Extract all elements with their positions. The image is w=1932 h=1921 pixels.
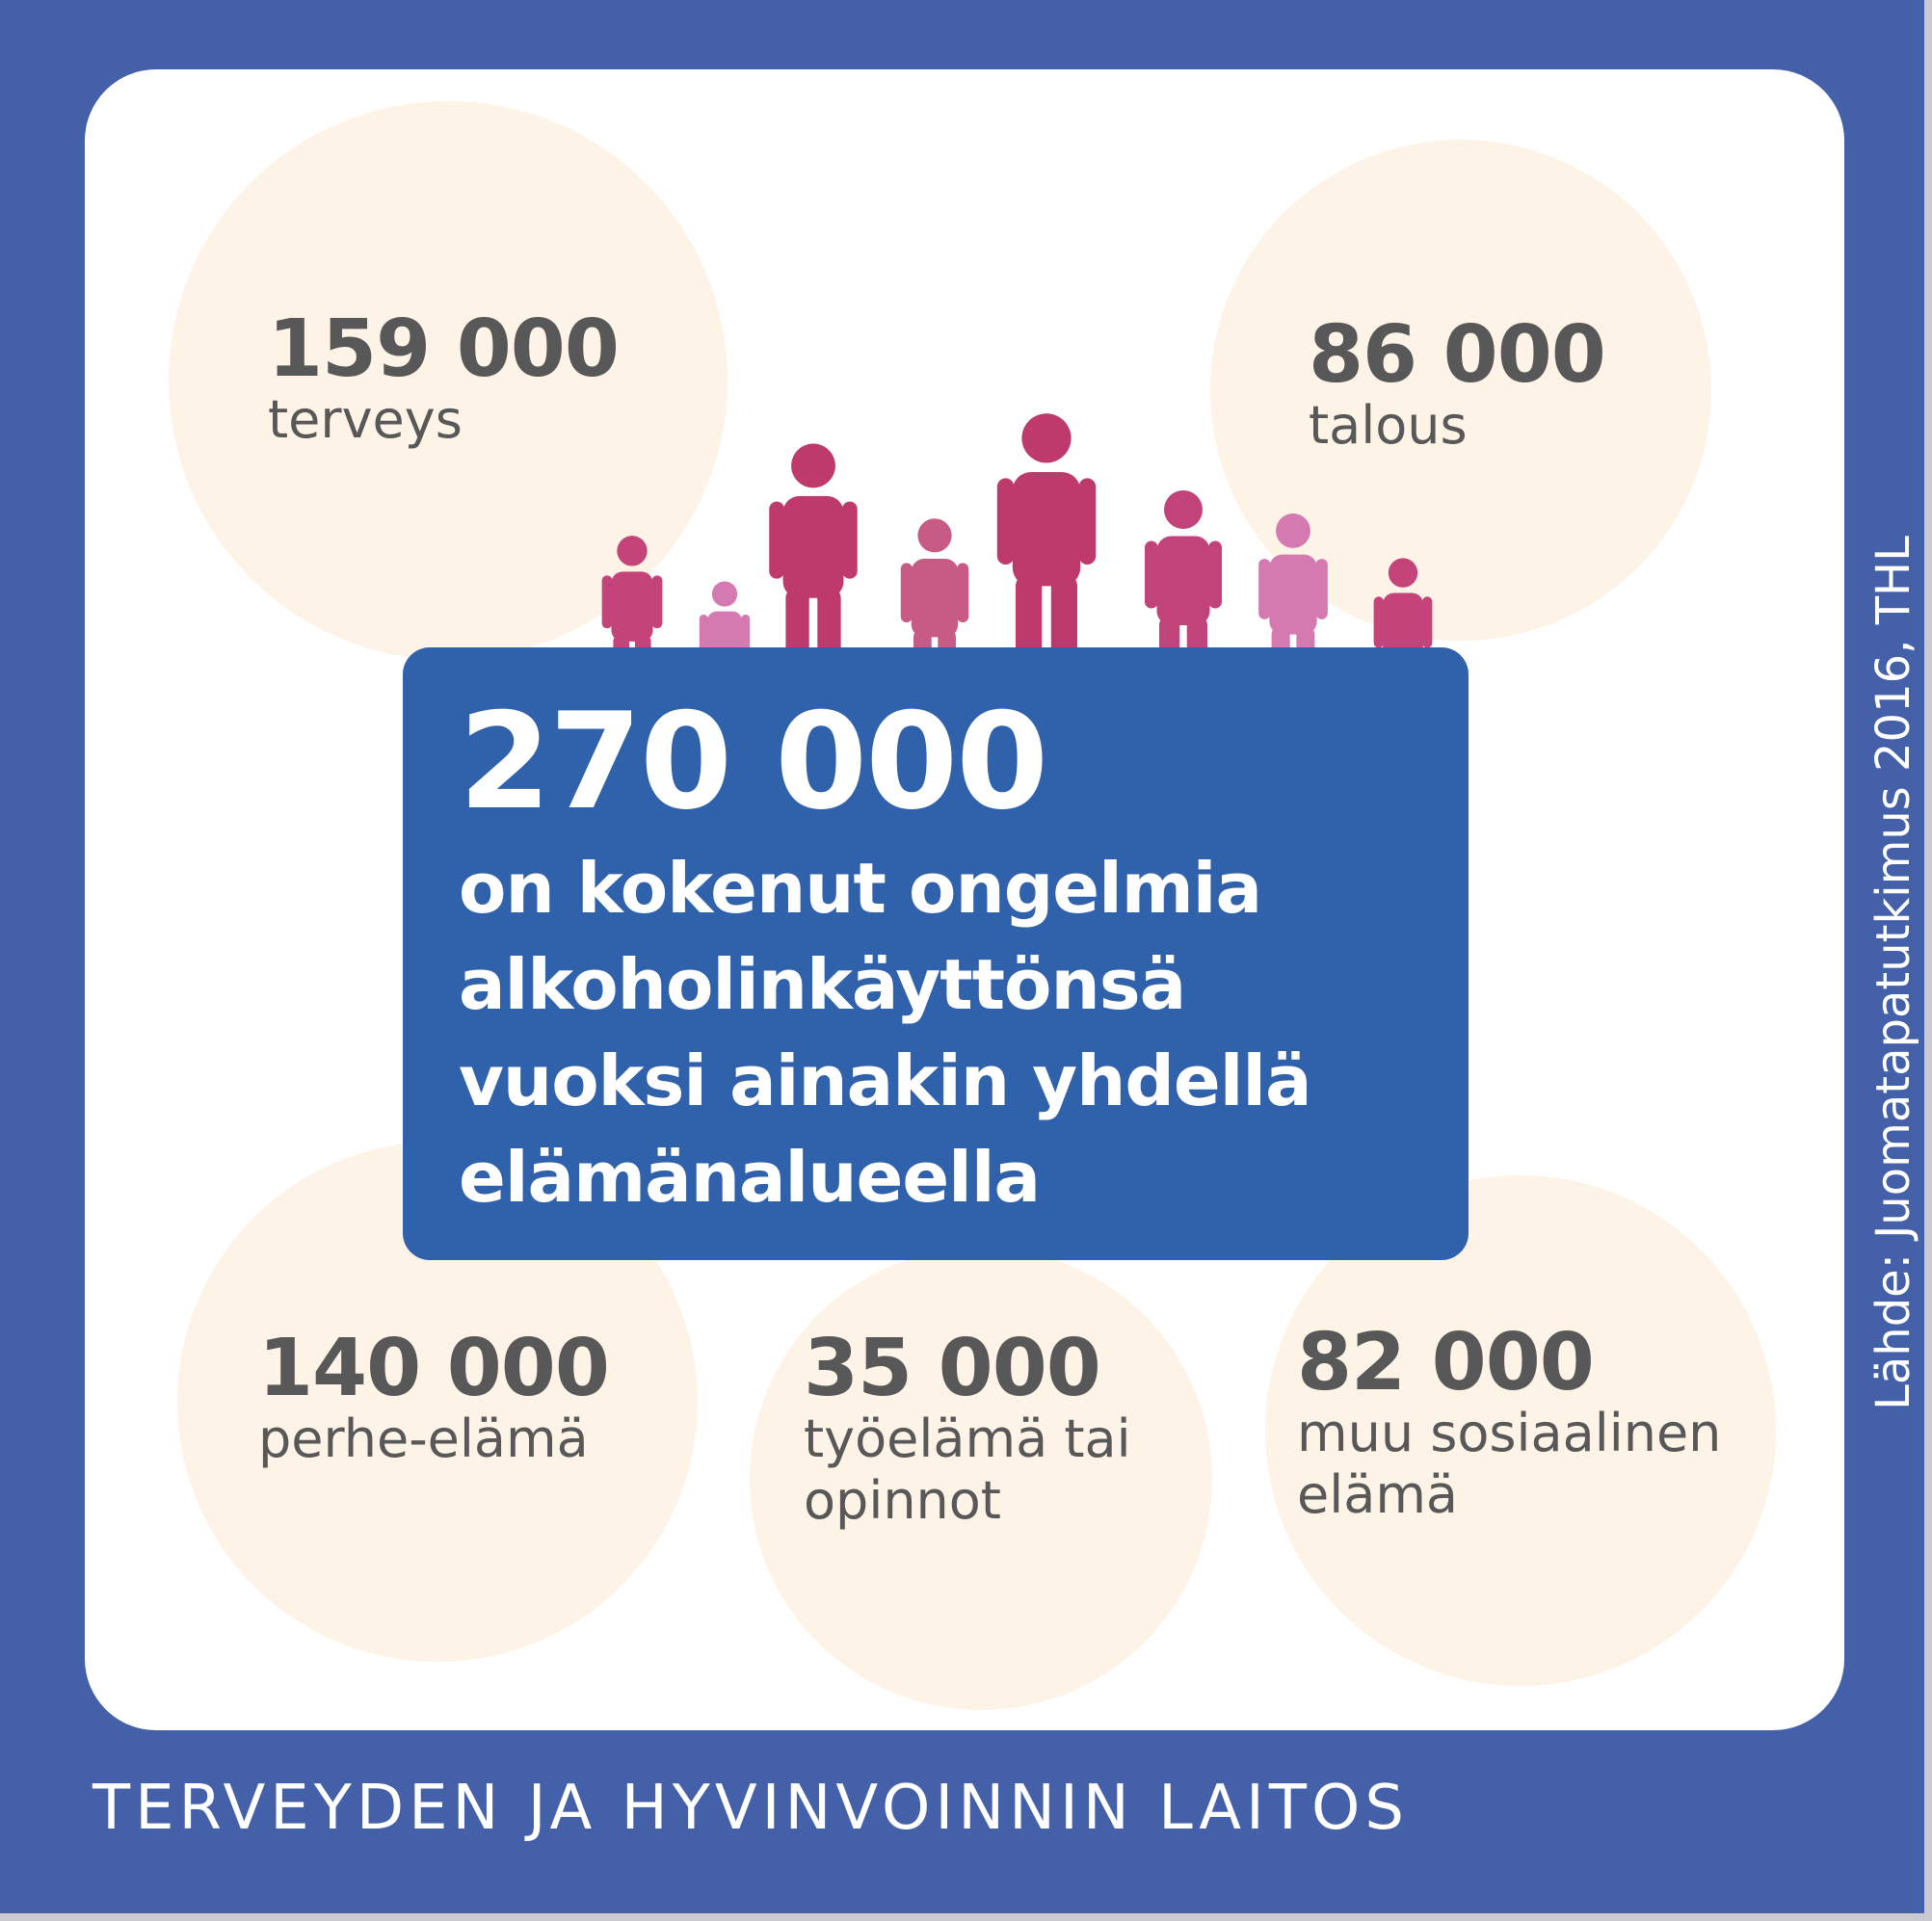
stat-label: työelämä tai opinnot bbox=[804, 1408, 1131, 1531]
stat-label: terveys bbox=[268, 389, 463, 450]
stat-perhe bbox=[258, 1323, 609, 1470]
headline-text: on kokenut ongelmia alkoholinkäyttönsä vuoksi ainakin yhdellä elämänalueella bbox=[459, 848, 1311, 1218]
stat-label: muu sosiaalinen elämä bbox=[1297, 1403, 1722, 1525]
stat-value: 35 000 bbox=[804, 1323, 1100, 1414]
stat-label: talous bbox=[1309, 395, 1468, 456]
stat-value: 82 000 bbox=[1297, 1317, 1594, 1408]
infographic-card bbox=[85, 69, 1844, 1730]
stat-tyoelama bbox=[804, 1323, 1131, 1532]
stat-label: perhe-elämä bbox=[258, 1408, 589, 1469]
stat-value: 86 000 bbox=[1309, 309, 1605, 401]
headline-value: 270 000 bbox=[459, 684, 1047, 839]
stat-value: 140 000 bbox=[258, 1323, 609, 1414]
source-note: Lähde: Juomatapatutkimus 2016, THL bbox=[1866, 536, 1920, 1410]
stat-value: 159 000 bbox=[268, 303, 619, 395]
headline-box bbox=[403, 647, 1469, 1260]
footer-organization: TERVEYDEN JA HYVINVOINNIN LAITOS bbox=[93, 1773, 1409, 1844]
stat-sosiaalinen bbox=[1297, 1317, 1722, 1526]
